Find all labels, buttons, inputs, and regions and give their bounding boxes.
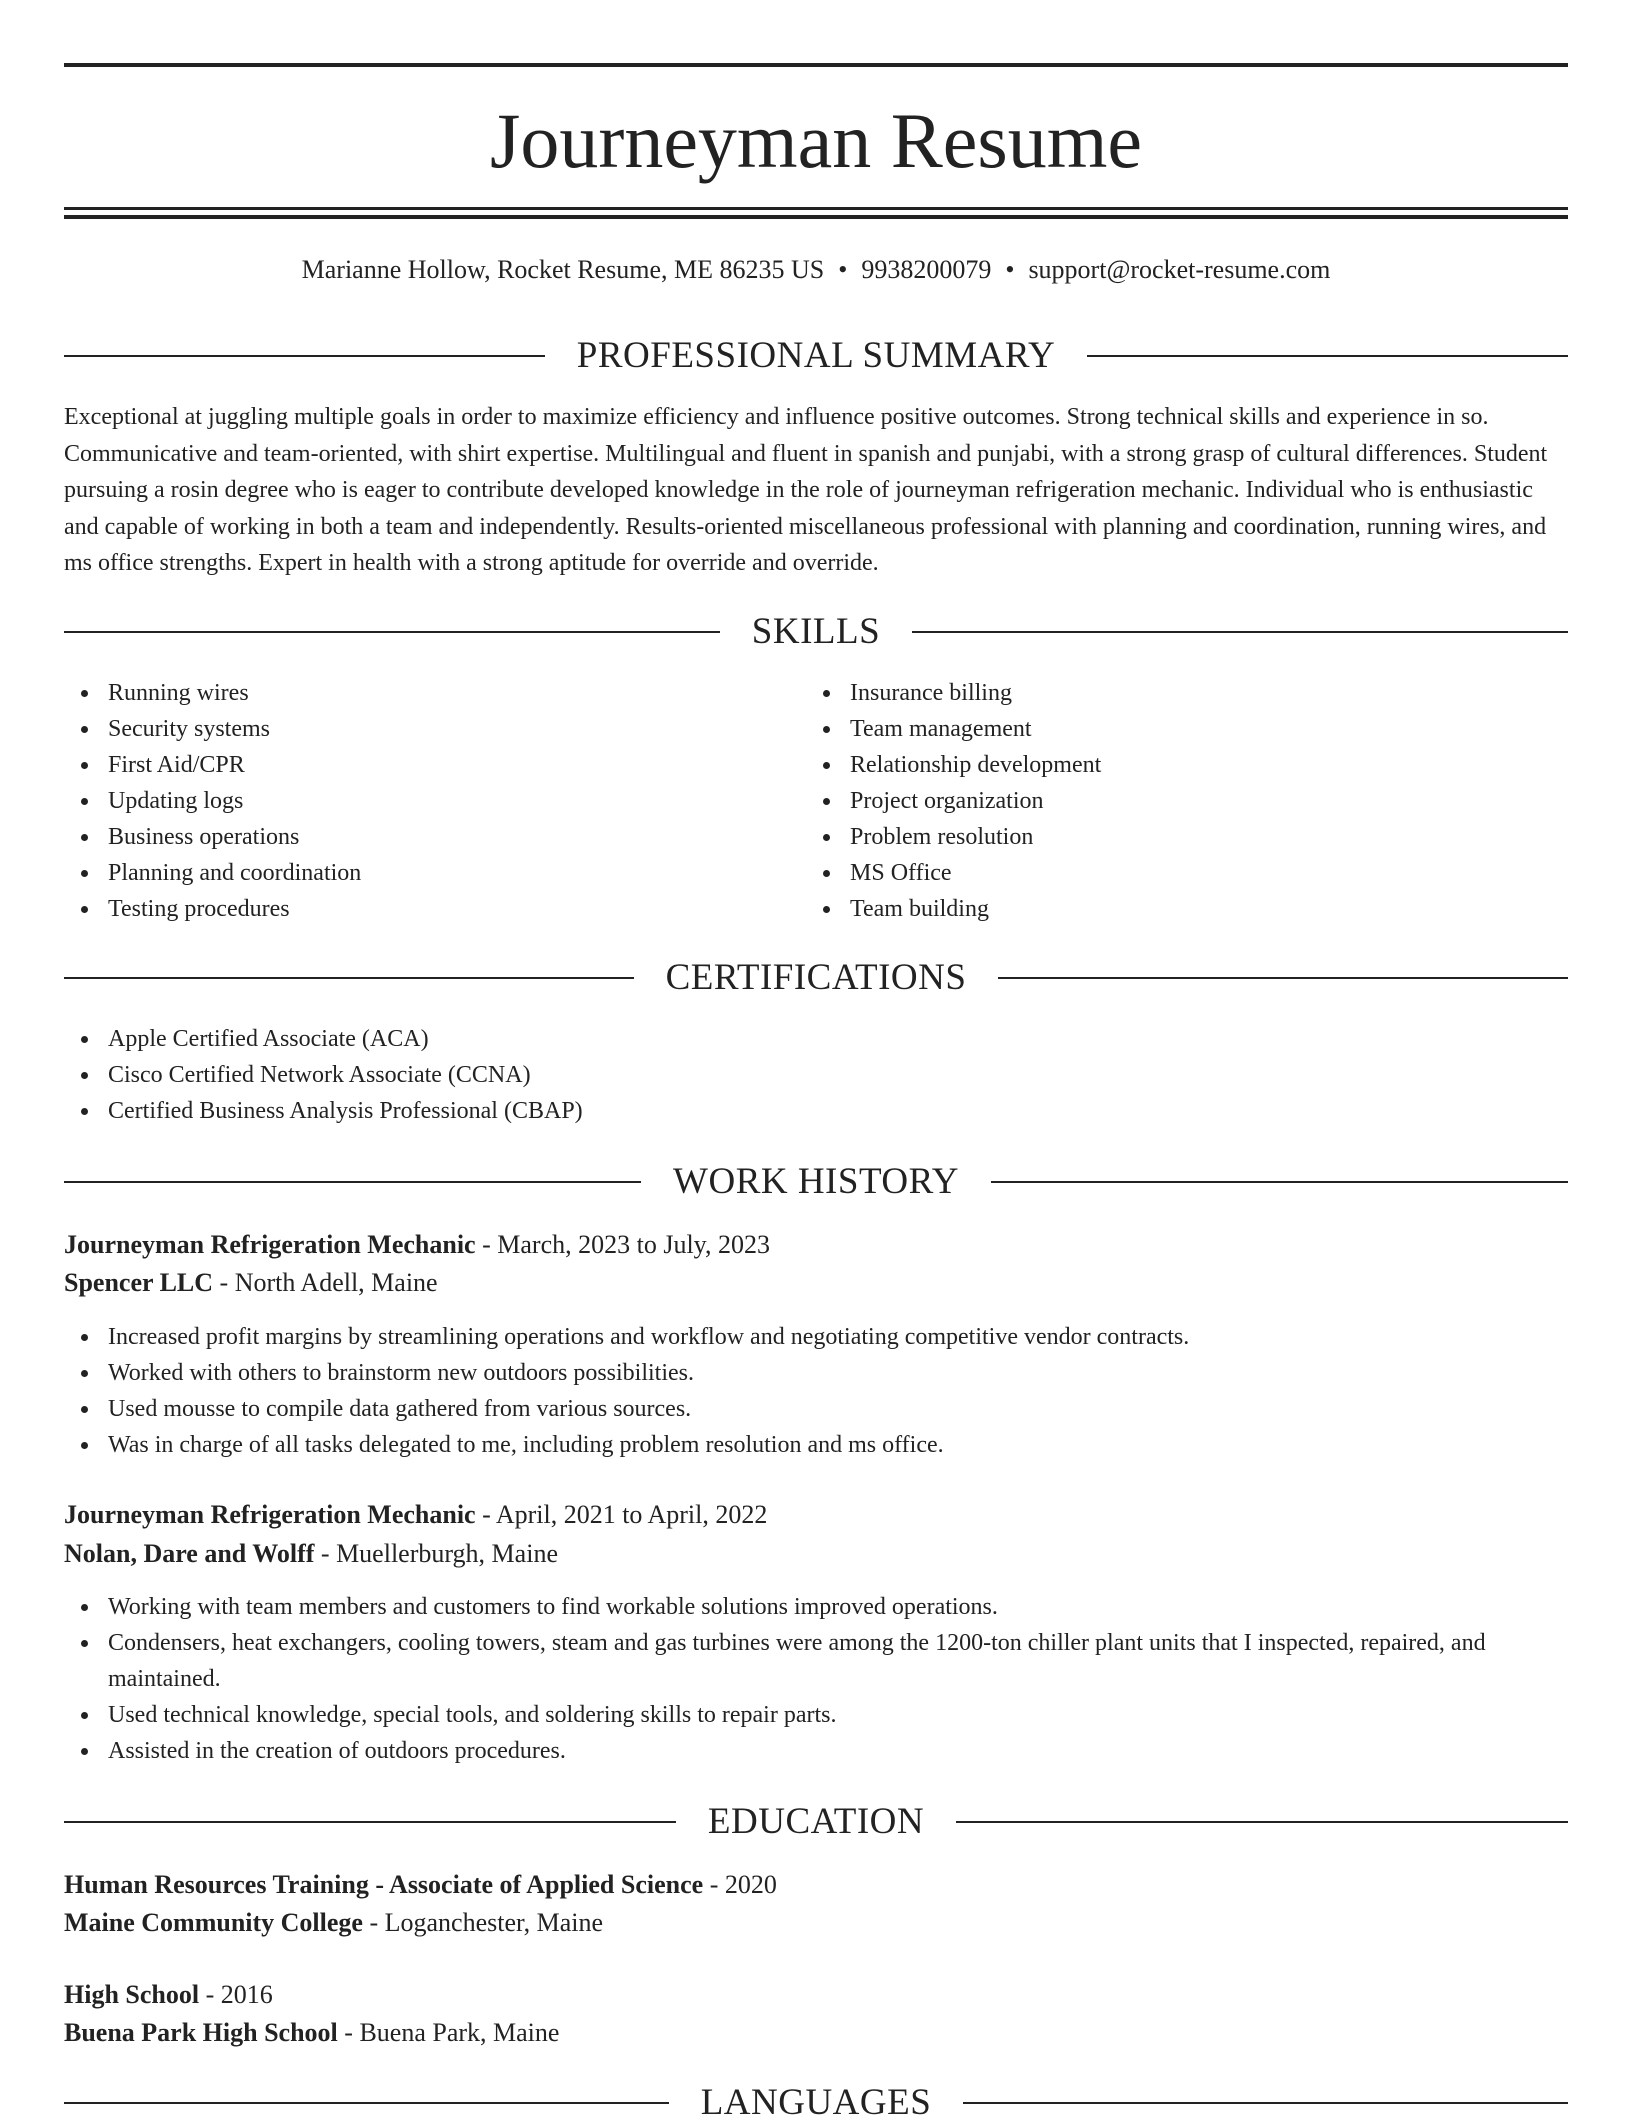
summary-heading-label: PROFESSIONAL SUMMARY	[576, 335, 1056, 376]
education-location: - Loganchester, Maine	[362, 1908, 604, 1937]
skill-item: Business operations	[64, 819, 806, 855]
job-dates: - April, 2021 to April, 2022	[475, 1500, 768, 1529]
skill-item: Team management	[806, 711, 1568, 747]
education-school-line	[64, 1904, 1568, 1942]
education-degree: High School	[64, 1980, 200, 2009]
job-title: Journeyman Refrigeration Mechanic	[64, 1500, 476, 1529]
job-bullet: Assisted in the creation of outdoors procedures.	[64, 1733, 1568, 1769]
job-company-line	[64, 1264, 1568, 1302]
job-bullet: Worked with others to brainstorm new outdoors possibilities.	[64, 1355, 1568, 1391]
education-year: - 2020	[703, 1870, 777, 1899]
heading-rule-left	[64, 631, 720, 633]
job-dates: - March, 2023 to July, 2023	[475, 1230, 770, 1259]
heading-rule-left	[64, 1181, 641, 1183]
heading-rule-left	[64, 977, 634, 979]
top-rule	[64, 63, 1568, 67]
heading-rule-right	[912, 631, 1568, 633]
work-history-heading	[64, 1160, 1568, 1204]
contact-separator: •	[1005, 255, 1015, 284]
contact-phone: 9938200079	[861, 255, 992, 284]
education-degree-line	[64, 1866, 1568, 1904]
job-title-line	[64, 1226, 1568, 1264]
job-bullets	[64, 1589, 1568, 1769]
title-rule-lower	[64, 215, 1568, 219]
education-year: - 2016	[199, 1980, 273, 2009]
contact-separator: •	[838, 255, 848, 284]
job-location: - Muellerburgh, Maine	[314, 1539, 558, 1568]
job-bullets	[64, 1319, 1568, 1463]
certifications-heading	[64, 956, 1568, 1000]
education-heading	[64, 1800, 1568, 1844]
skill-item: Testing procedures	[64, 891, 806, 927]
education-school-line	[64, 2014, 1568, 2052]
skill-item: MS Office	[806, 855, 1568, 891]
contact-email: support@rocket-resume.com	[1028, 255, 1331, 284]
heading-rule-right	[1087, 355, 1568, 357]
heading-rule-left	[64, 1821, 676, 1823]
title-rule-upper	[64, 207, 1568, 210]
work-history-heading-label: WORK HISTORY	[673, 1161, 959, 1202]
education-heading-label: EDUCATION	[707, 1801, 925, 1842]
heading-rule-right	[956, 1821, 1568, 1823]
languages-heading	[64, 2081, 1568, 2125]
skill-item: Updating logs	[64, 783, 806, 819]
heading-rule-right	[991, 1181, 1568, 1183]
education-degree: Human Resources Training - Associate of Applied Science	[64, 1870, 704, 1899]
job-bullet: Condensers, heat exchangers, cooling towers, steam and gas turbines were among the 1200-ton chiller plant units that I inspected, repaired, and maintained.	[64, 1625, 1568, 1697]
skill-item: Planning and coordination	[64, 855, 806, 891]
languages-heading-label: LANGUAGES	[700, 2082, 932, 2123]
job-bullet: Working with team members and customers to find workable solutions improved operations.	[64, 1589, 1568, 1625]
job-bullet: Was in charge of all tasks delegated to me, including problem resolution and ms office.	[64, 1427, 1568, 1463]
certification-item: Certified Business Analysis Professional (CBAP)	[64, 1093, 1568, 1129]
education-school: Buena Park High School	[64, 2018, 338, 2047]
education-school: Maine Community College	[64, 1908, 363, 1937]
summary-text: Exceptional at juggling multiple goals in order to maximize efficiency and influence positive outcomes. Strong technical skills and experience in so. Communicative and team-oriented, with shirt expertise. Multilingual and fluent in spanish and punjabi, with a strong grasp of cultural differences. Student pursuing a rosin degree who is eager to contribute developed knowledge in the role of journeyman refrigeration mechanic. Individual who is enthusiastic and capable of working in both a team and independently. Results-oriented miscellaneous professional with planning and coordination, running wires, and ms office strengths. Expert in health with a strong aptitude for override and override.	[64, 404, 1548, 576]
job-title: Journeyman Refrigeration Mechanic	[64, 1230, 476, 1259]
skills-list-left	[64, 675, 806, 927]
job-bullet: Used mousse to compile data gathered from various sources.	[64, 1391, 1568, 1427]
contact-line	[64, 252, 1568, 288]
job-bullet: Used technical knowledge, special tools, and soldering skills to repair parts.	[64, 1697, 1568, 1733]
certifications-list	[64, 1021, 1568, 1129]
summary-heading	[64, 334, 1568, 378]
skills-list-right	[806, 675, 1568, 927]
contact-address: Marianne Hollow, Rocket Resume, ME 86235 US	[301, 255, 825, 284]
job-bullet: Increased profit margins by streamlining operations and workflow and negotiating competitive vendor contracts.	[64, 1319, 1568, 1355]
job-company: Spencer LLC	[64, 1268, 214, 1297]
skill-item: Project organization	[806, 783, 1568, 819]
job-company-line	[64, 1535, 1568, 1573]
skill-item: Insurance billing	[806, 675, 1568, 711]
skill-item: Team building	[806, 891, 1568, 927]
skills-heading	[64, 610, 1568, 654]
certification-item: Cisco Certified Network Associate (CCNA)	[64, 1057, 1568, 1093]
education-location: - Buena Park, Maine	[337, 2018, 560, 2047]
education-degree-line	[64, 1976, 1568, 2014]
resume-title: Journeyman Resume	[489, 97, 1143, 184]
heading-rule-right	[963, 2102, 1568, 2104]
heading-rule-right	[998, 977, 1568, 979]
heading-rule-left	[64, 355, 545, 357]
heading-rule-left	[64, 2102, 669, 2104]
skill-item: Running wires	[64, 675, 806, 711]
certification-item: Apple Certified Associate (ACA)	[64, 1021, 1568, 1057]
skill-item: Problem resolution	[806, 819, 1568, 855]
skills-heading-label: SKILLS	[751, 611, 881, 652]
skill-item: Security systems	[64, 711, 806, 747]
job-company: Nolan, Dare and Wolff	[64, 1539, 315, 1568]
certifications-heading-label: CERTIFICATIONS	[665, 957, 967, 998]
job-location: - North Adell, Maine	[213, 1268, 438, 1297]
job-title-line	[64, 1496, 1568, 1534]
skill-item: First Aid/CPR	[64, 747, 806, 783]
skill-item: Relationship development	[806, 747, 1568, 783]
